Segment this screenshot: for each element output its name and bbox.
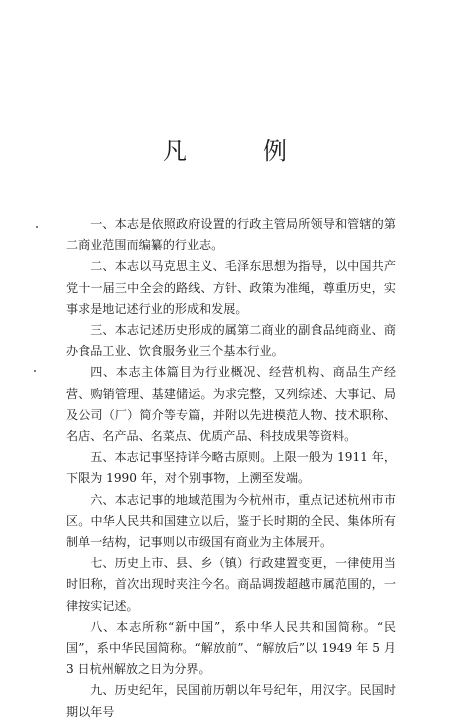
paragraph-3: 三、本志记述历史形成的属第二商业的副食品纯商业、商办食品工业、饮食服务业三个基本行业。 — [66, 323, 396, 359]
paragraph-1: 一、本志是依照政府设置的行政主管局所领导和管辖的第二商业范围而编纂的行业志。 — [66, 217, 396, 253]
scan-speck — [34, 370, 36, 372]
paragraph-2: 二、本志以马克思主义、毛泽东思想为指导，以中国共产党十一届三中全会的路线、方针、政策为准绳，尊重历史，实事求是地记述行业的形成和发展。 — [66, 259, 396, 316]
paragraph-4: 四、本志主体篇目为行业概况、经营机构、商品生产经营、购销管理、基建储运。为求完整，又列综述、大事记、局及公司（厂）简介等专篇，并附以先进模范人物、技术职称、名店、名产品、名菜点、优质产品、科技成果等资料。 — [66, 365, 396, 444]
page-title: 凡 例 — [163, 137, 313, 165]
document-body — [66, 214, 396, 723]
paragraph-9: 九、历史纪年，民国前历朝以年号纪年，用汉字。民国时期以年号 — [66, 683, 396, 719]
paragraph-6: 六、本志记事的地域范围为今杭州市，重点记述杭州市市区。中华人民共和国建立以后，鉴于长时期的全民、集体所有制单一结构，记事则以市级国有商业为主体展开。 — [66, 492, 396, 550]
paragraph-5: 五、本志记事坚持详今略古原则。上限一般为 1911 年，下限为 1990 年，对个别事物，上溯至发端。 — [66, 450, 396, 486]
paragraph-8: 八、本志所称“新中国”，系中华人民共和国简称。“民国”，系中华民国简称。“解放前”、“解放后”以 1949 年 5 月 3 日杭州解放之日为分界。 — [66, 619, 396, 677]
scan-speck — [36, 226, 38, 228]
paragraph-7: 七、历史上市、县、乡（镇）行政建置变更，一律使用当时旧称，首次出现时夹注今名。商品调拨超越市属范围的，一律按实记述。 — [66, 556, 396, 613]
